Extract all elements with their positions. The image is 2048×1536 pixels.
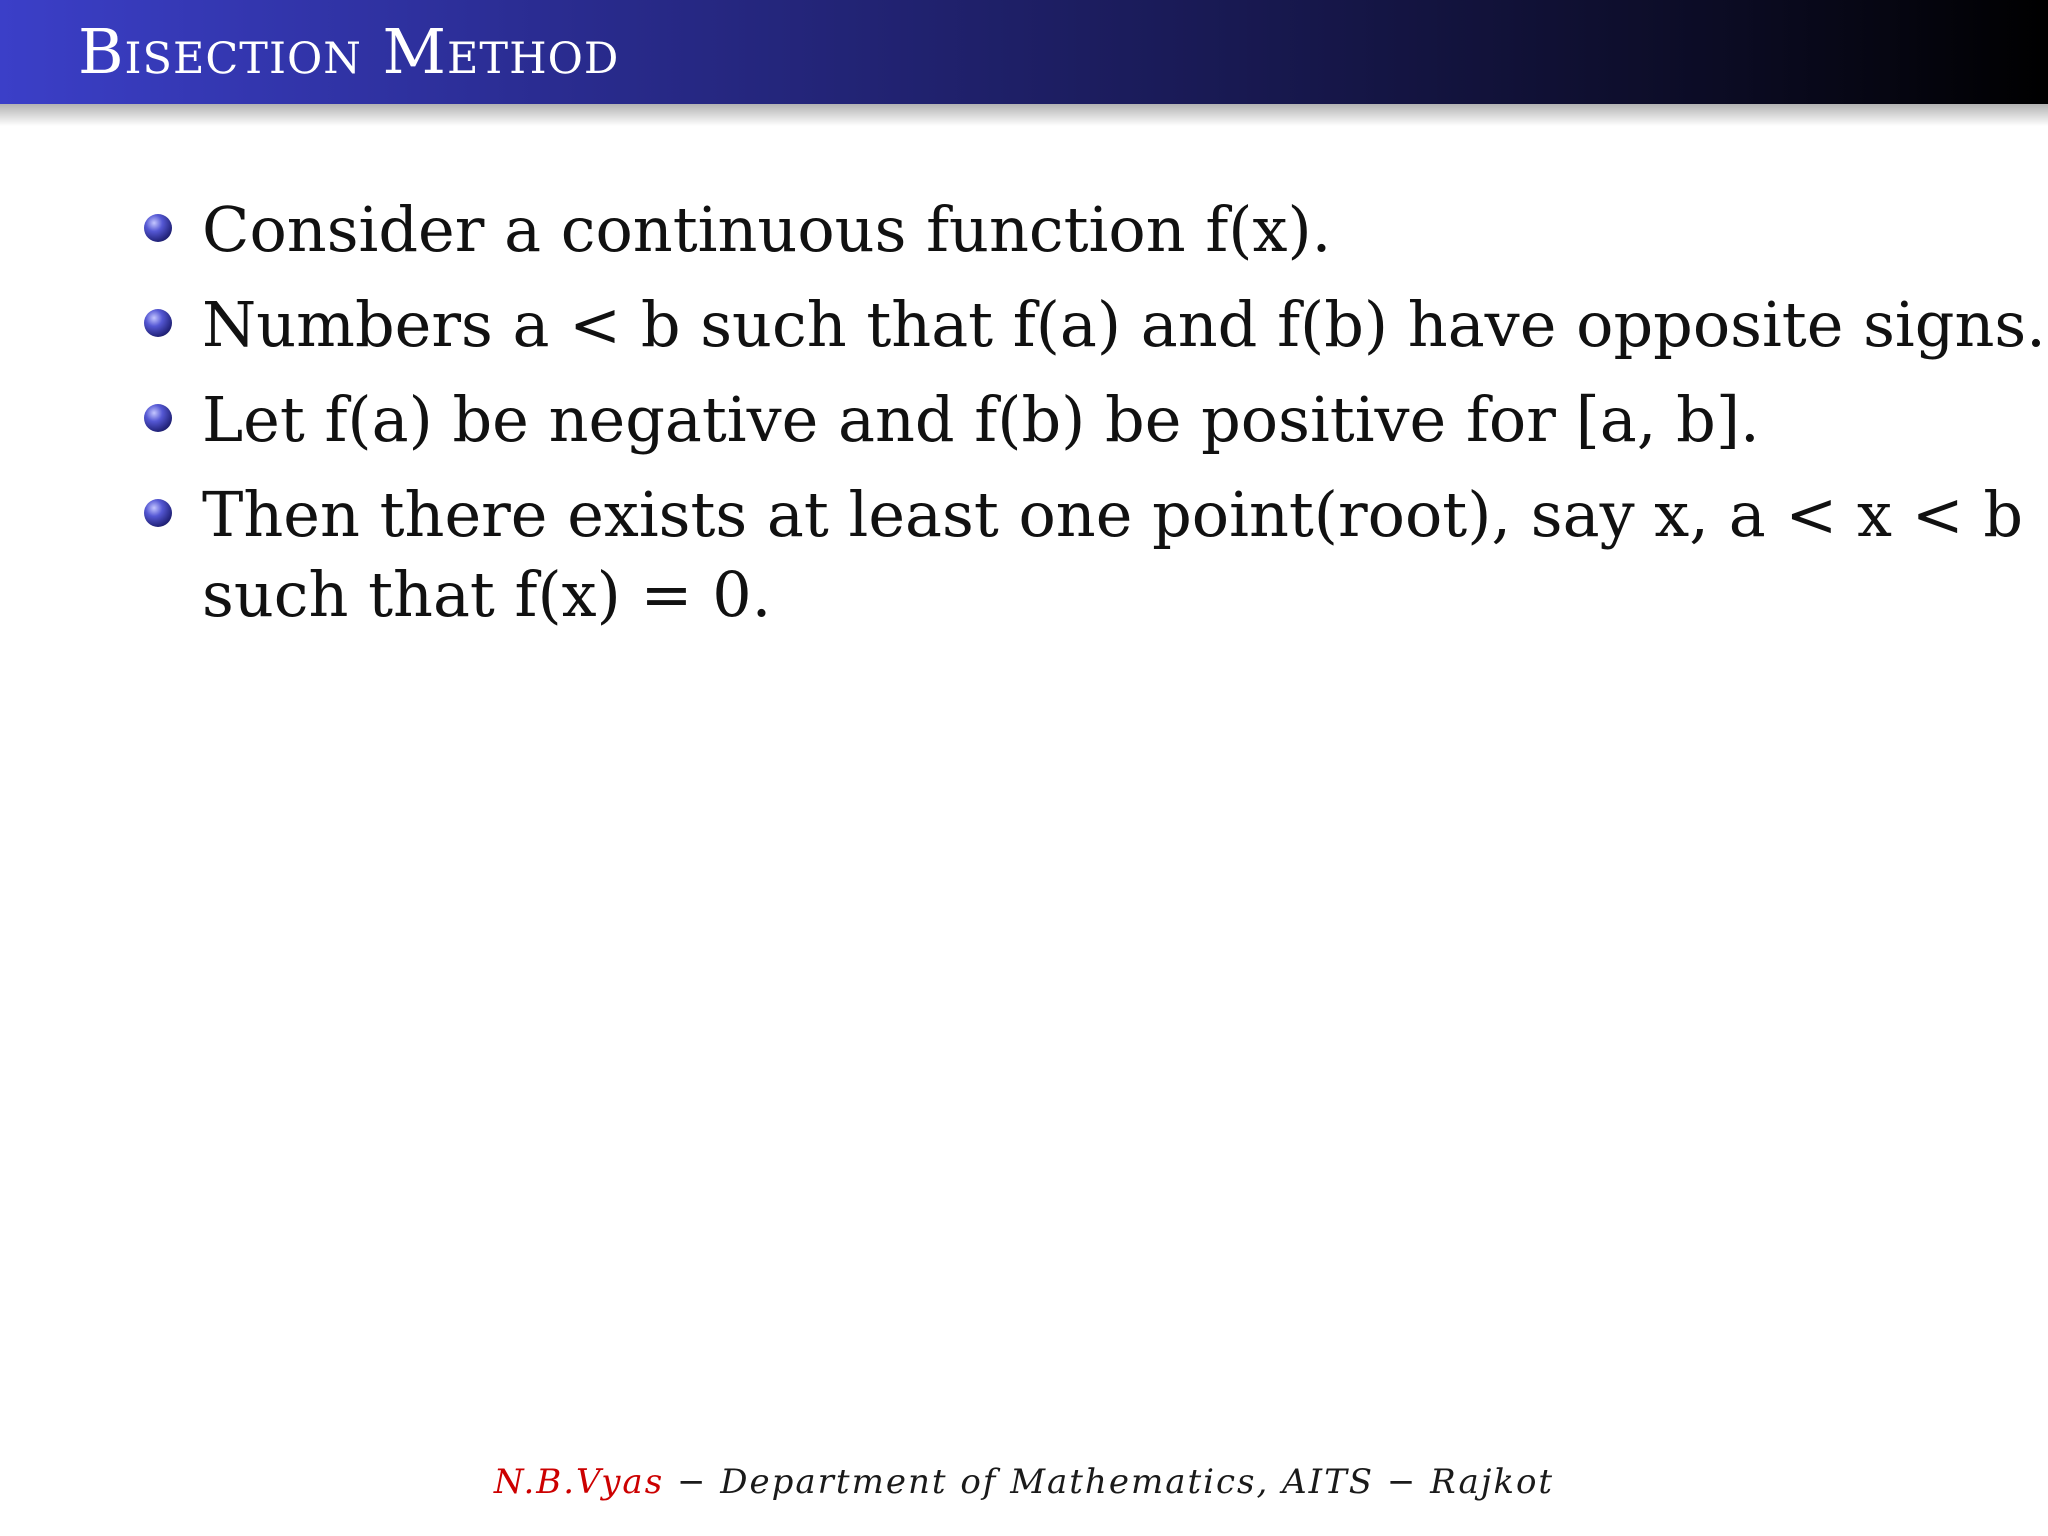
title-bar-shadow <box>0 104 2048 126</box>
footer-separator: − <box>1374 1462 1431 1502</box>
footer-separator: − <box>664 1462 721 1502</box>
slide-title: Bisection Method <box>78 15 620 88</box>
bullet-line: Let f(a) be negative and f(b) be positive for [a, b]. <box>202 383 1760 456</box>
bullet-line: Then there exists at least one point(root), say x, a < x < b <box>202 478 2024 551</box>
bullet-line: Consider a continuous function f(x). <box>202 193 1332 266</box>
bullet-ball-icon <box>144 499 172 527</box>
slide-footer <box>0 1462 2048 1502</box>
footer-author: N.B.Vyas <box>493 1462 665 1502</box>
bullet-text <box>202 475 2024 635</box>
bullet-ball-icon <box>144 404 172 432</box>
bullet-line: Numbers a < b such that f(a) and f(b) have opposite signs. <box>202 288 2046 361</box>
bullet-text <box>202 380 1962 460</box>
bullet-ball-icon <box>144 309 172 337</box>
footer-department: Department of Mathematics, AITS <box>720 1462 1375 1502</box>
bullet-line: such that f(x) = 0. <box>202 558 772 631</box>
bullet-text <box>202 190 1962 270</box>
bullet-ball-icon <box>144 214 172 242</box>
title-bar <box>0 0 2048 104</box>
footer-city: Rajkot <box>1430 1462 1555 1502</box>
bullet-text <box>202 285 2046 365</box>
